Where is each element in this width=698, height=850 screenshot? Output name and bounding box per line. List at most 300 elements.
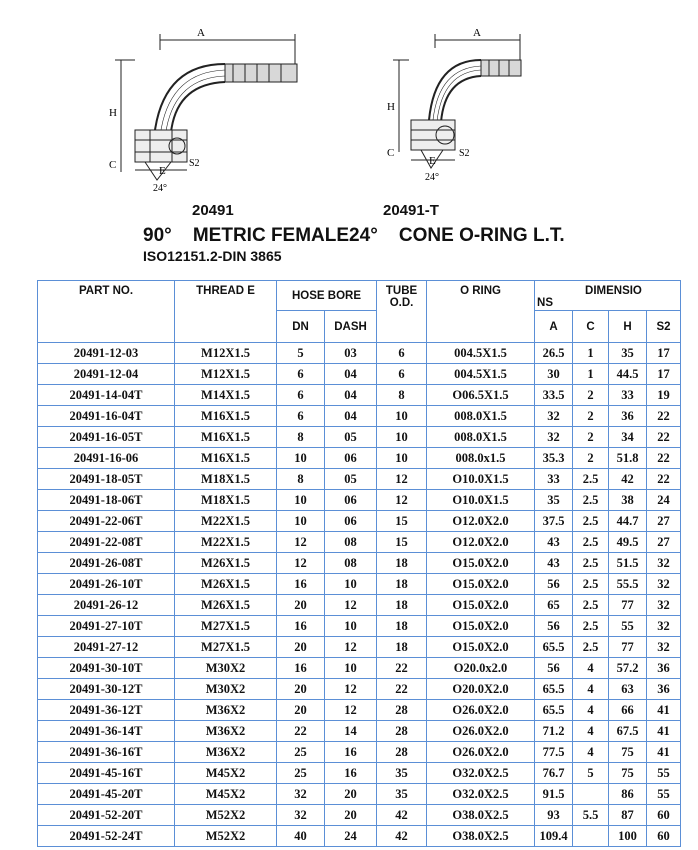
cell-dim-a: 65.5	[535, 679, 573, 700]
cell-dim-h: 87	[609, 805, 647, 826]
cell-dash: 20	[325, 805, 377, 826]
cell-dn: 16	[277, 574, 325, 595]
cell-dim-a: 71.2	[535, 721, 573, 742]
cell-dn: 25	[277, 763, 325, 784]
cell-dim-h: 44.7	[609, 511, 647, 532]
cell-dash: 10	[325, 574, 377, 595]
cell-dim-c: 5	[573, 763, 609, 784]
dim-label-s2: S2	[189, 158, 200, 169]
cell-dn: 6	[277, 406, 325, 427]
cell-dash: 05	[325, 427, 377, 448]
cell-dim-c: 2	[573, 385, 609, 406]
cell-dash: 24	[325, 826, 377, 847]
cell-dn: 40	[277, 826, 325, 847]
cell-dim-s2: 22	[647, 427, 681, 448]
cell-dn: 16	[277, 658, 325, 679]
cell-o-ring: 008.0X1.5	[427, 427, 535, 448]
header-h: H	[609, 311, 647, 343]
cell-dn: 20	[277, 679, 325, 700]
fitting-drawing-right	[385, 20, 555, 185]
cell-tube-od: 15	[377, 532, 427, 553]
dim-label-e: E	[429, 155, 436, 167]
cell-dim-c: 1	[573, 343, 609, 364]
cell-o-ring: O15.0X2.0	[427, 595, 535, 616]
cell-o-ring: 004.5X1.5	[427, 364, 535, 385]
cell-dim-c: 2.5	[573, 469, 609, 490]
cell-o-ring: 008.0X1.5	[427, 406, 535, 427]
table-row	[38, 511, 681, 532]
dim-label-angle: 24°	[153, 183, 167, 194]
header-c: C	[573, 311, 609, 343]
standard-reference: ISO12151.2-DIN 3865	[143, 248, 282, 264]
cell-dim-h: 33	[609, 385, 647, 406]
cell-thread: M12X1.5	[175, 343, 277, 364]
cell-dim-h: 57.2	[609, 658, 647, 679]
cell-dim-s2: 41	[647, 742, 681, 763]
cell-dim-a: 65	[535, 595, 573, 616]
header-dash: DASH	[325, 311, 377, 343]
cell-dim-s2: 32	[647, 616, 681, 637]
table-row	[38, 763, 681, 784]
cell-dim-s2: 27	[647, 511, 681, 532]
cell-dim-s2: 27	[647, 532, 681, 553]
cell-part-no: 20491-30-12T	[38, 679, 175, 700]
cell-dim-a: 32	[535, 406, 573, 427]
cell-o-ring: O38.0X2.5	[427, 826, 535, 847]
cell-thread: M12X1.5	[175, 364, 277, 385]
cell-part-no: 20491-27-10T	[38, 616, 175, 637]
cell-dim-a: 35.3	[535, 448, 573, 469]
cell-dim-c: 2	[573, 406, 609, 427]
table-row	[38, 616, 681, 637]
cell-tube-od: 12	[377, 469, 427, 490]
cell-dim-c: 2.5	[573, 511, 609, 532]
cell-dim-s2: 32	[647, 574, 681, 595]
header-thread: THREAD E	[175, 281, 277, 343]
cell-dim-h: 34	[609, 427, 647, 448]
table-row	[38, 532, 681, 553]
spec-table-body	[38, 343, 681, 847]
cell-o-ring: O20.0X2.0	[427, 679, 535, 700]
cell-part-no: 20491-36-16T	[38, 742, 175, 763]
cell-dash: 16	[325, 763, 377, 784]
cell-tube-od: 6	[377, 343, 427, 364]
cell-o-ring: O12.0X2.0	[427, 532, 535, 553]
cell-dim-h: 51.8	[609, 448, 647, 469]
cell-dim-h: 55.5	[609, 574, 647, 595]
table-row	[38, 721, 681, 742]
fitting-drawing-left	[105, 20, 315, 195]
cell-o-ring: O10.0X1.5	[427, 490, 535, 511]
cell-dim-a: 26.5	[535, 343, 573, 364]
cell-dim-a: 33.5	[535, 385, 573, 406]
cell-tube-od: 35	[377, 763, 427, 784]
cell-thread: M27X1.5	[175, 616, 277, 637]
cell-thread: M36X2	[175, 742, 277, 763]
cell-dash: 10	[325, 616, 377, 637]
cell-dim-h: 75	[609, 763, 647, 784]
cell-dim-a: 65.5	[535, 637, 573, 658]
cell-thread: M27X1.5	[175, 637, 277, 658]
cell-dn: 32	[277, 784, 325, 805]
cell-dn: 22	[277, 721, 325, 742]
cell-dash: 08	[325, 532, 377, 553]
header-a: A	[535, 311, 573, 343]
cell-dash: 12	[325, 595, 377, 616]
cell-dash: 05	[325, 469, 377, 490]
cell-o-ring: O26.0X2.0	[427, 721, 535, 742]
cell-thread: M52X2	[175, 805, 277, 826]
cell-dash: 16	[325, 742, 377, 763]
cell-dim-s2: 32	[647, 553, 681, 574]
cell-thread: M16X1.5	[175, 406, 277, 427]
cell-dash: 06	[325, 511, 377, 532]
cell-dim-c: 4	[573, 679, 609, 700]
cell-dn: 5	[277, 343, 325, 364]
table-row	[38, 742, 681, 763]
cell-part-no: 20491-45-20T	[38, 784, 175, 805]
cell-dim-a: 30	[535, 364, 573, 385]
cell-dash: 12	[325, 637, 377, 658]
cell-part-no: 20491-16-06	[38, 448, 175, 469]
cell-tube-od: 18	[377, 574, 427, 595]
cell-dim-a: 109.4	[535, 826, 573, 847]
cell-dn: 8	[277, 469, 325, 490]
cell-dim-s2: 55	[647, 763, 681, 784]
cell-thread: M18X1.5	[175, 469, 277, 490]
cell-dim-h: 55	[609, 616, 647, 637]
cell-dim-a: 37.5	[535, 511, 573, 532]
cell-dim-s2: 32	[647, 637, 681, 658]
cell-dim-h: 75	[609, 742, 647, 763]
cell-dash: 03	[325, 343, 377, 364]
cell-dim-h: 67.5	[609, 721, 647, 742]
cell-dash: 12	[325, 679, 377, 700]
cell-dim-h: 100	[609, 826, 647, 847]
cell-o-ring: O15.0X2.0	[427, 637, 535, 658]
cell-part-no: 20491-52-24T	[38, 826, 175, 847]
dim-label-s2: S2	[459, 148, 470, 159]
table-row	[38, 448, 681, 469]
cell-dn: 10	[277, 511, 325, 532]
cell-part-no: 20491-36-14T	[38, 721, 175, 742]
cell-dash: 10	[325, 658, 377, 679]
header-tube-od	[377, 281, 427, 343]
cell-part-no: 20491-18-06T	[38, 490, 175, 511]
cell-thread: M36X2	[175, 700, 277, 721]
cell-dim-a: 43	[535, 553, 573, 574]
cell-thread: M45X2	[175, 784, 277, 805]
cell-dim-c: 2.5	[573, 637, 609, 658]
cell-dim-s2: 22	[647, 406, 681, 427]
cell-dim-s2: 17	[647, 364, 681, 385]
cell-thread: M26X1.5	[175, 595, 277, 616]
cell-dim-h: 49.5	[609, 532, 647, 553]
cell-tube-od: 10	[377, 448, 427, 469]
cell-dn: 12	[277, 553, 325, 574]
cell-dim-a: 65.5	[535, 700, 573, 721]
cell-tube-od: 35	[377, 784, 427, 805]
cell-dim-c: 2.5	[573, 532, 609, 553]
cell-dim-h: 86	[609, 784, 647, 805]
cell-o-ring: O32.0X2.5	[427, 763, 535, 784]
cell-tube-od: 10	[377, 427, 427, 448]
cell-dn: 20	[277, 637, 325, 658]
header-od: O.D.	[389, 297, 414, 309]
cell-dim-c: 2.5	[573, 574, 609, 595]
cell-dash: 12	[325, 700, 377, 721]
header-dimensions-ns: NS	[537, 297, 553, 309]
cell-part-no: 20491-14-04T	[38, 385, 175, 406]
cell-dim-a: 77.5	[535, 742, 573, 763]
cell-dim-h: 77	[609, 637, 647, 658]
cell-dn: 8	[277, 427, 325, 448]
cell-thread: M30X2	[175, 658, 277, 679]
cell-thread: M22X1.5	[175, 511, 277, 532]
cell-o-ring: O12.0X2.0	[427, 511, 535, 532]
spec-table	[37, 280, 681, 847]
cell-part-no: 20491-12-03	[38, 343, 175, 364]
cell-thread: M45X2	[175, 763, 277, 784]
cell-dim-s2: 22	[647, 469, 681, 490]
table-row	[38, 427, 681, 448]
table-row	[38, 679, 681, 700]
cell-part-no: 20491-26-12	[38, 595, 175, 616]
table-row	[38, 595, 681, 616]
cell-thread: M16X1.5	[175, 427, 277, 448]
cell-tube-od: 18	[377, 637, 427, 658]
cell-dim-h: 42	[609, 469, 647, 490]
cell-dim-h: 35	[609, 343, 647, 364]
cell-dim-a: 43	[535, 532, 573, 553]
cell-thread: M52X2	[175, 826, 277, 847]
header-tube: TUBE	[385, 285, 418, 297]
cell-part-no: 20491-30-10T	[38, 658, 175, 679]
cell-tube-od: 22	[377, 679, 427, 700]
cell-dim-c: 2.5	[573, 616, 609, 637]
cell-dn: 10	[277, 490, 325, 511]
cell-dim-a: 33	[535, 469, 573, 490]
cell-part-no: 20491-16-04T	[38, 406, 175, 427]
cell-dim-c: 1	[573, 364, 609, 385]
cell-dim-a: 76.7	[535, 763, 573, 784]
cell-o-ring: 008.0x1.5	[427, 448, 535, 469]
table-row	[38, 385, 681, 406]
cell-dim-a: 32	[535, 427, 573, 448]
header-s2: S2	[647, 311, 681, 343]
cell-dash: 14	[325, 721, 377, 742]
dim-label-h: H	[387, 101, 395, 113]
cell-dim-s2: 60	[647, 805, 681, 826]
cell-tube-od: 18	[377, 616, 427, 637]
cell-dim-c: 2.5	[573, 595, 609, 616]
cell-dim-a: 56	[535, 658, 573, 679]
table-row	[38, 826, 681, 847]
cell-dash: 06	[325, 490, 377, 511]
cell-tube-od: 28	[377, 700, 427, 721]
cell-part-no: 20491-36-12T	[38, 700, 175, 721]
cell-dim-h: 77	[609, 595, 647, 616]
cell-dim-s2: 41	[647, 700, 681, 721]
table-row	[38, 784, 681, 805]
cell-dash: 20	[325, 784, 377, 805]
cell-dim-c: 2.5	[573, 490, 609, 511]
cell-dn: 25	[277, 742, 325, 763]
table-row	[38, 490, 681, 511]
table-row	[38, 574, 681, 595]
cell-dim-h: 44.5	[609, 364, 647, 385]
cell-dim-c: 4	[573, 721, 609, 742]
cell-dash: 04	[325, 385, 377, 406]
cell-dim-c	[573, 784, 609, 805]
cell-o-ring: O10.0X1.5	[427, 469, 535, 490]
header-hose-bore: HOSE BORE	[277, 281, 377, 311]
dim-label-angle: 24°	[425, 172, 439, 183]
cell-dash: 04	[325, 406, 377, 427]
cell-dn: 6	[277, 364, 325, 385]
cell-part-no: 20491-16-05T	[38, 427, 175, 448]
cell-part-no: 20491-12-04	[38, 364, 175, 385]
part-code-right: 20491-T	[383, 202, 439, 219]
cell-dn: 32	[277, 805, 325, 826]
cell-tube-od: 18	[377, 553, 427, 574]
cell-thread: M36X2	[175, 721, 277, 742]
dim-label-h: H	[109, 107, 117, 119]
cell-dim-a: 56	[535, 616, 573, 637]
cell-o-ring: O32.0X2.5	[427, 784, 535, 805]
cell-dim-h: 36	[609, 406, 647, 427]
cell-dash: 06	[325, 448, 377, 469]
cell-part-no: 20491-22-08T	[38, 532, 175, 553]
cell-o-ring: O15.0X2.0	[427, 574, 535, 595]
cell-dim-a: 93	[535, 805, 573, 826]
cell-dn: 20	[277, 595, 325, 616]
header-dimensions-label: DIMENSIO	[585, 285, 642, 297]
cell-dim-s2: 24	[647, 490, 681, 511]
table-row	[38, 700, 681, 721]
cell-tube-od: 42	[377, 826, 427, 847]
part-code-left: 20491	[192, 202, 234, 219]
cell-dim-c: 4	[573, 742, 609, 763]
dim-label-c: C	[109, 159, 117, 171]
cell-dim-s2: 36	[647, 658, 681, 679]
cell-part-no: 20491-22-06T	[38, 511, 175, 532]
header-dimensions	[535, 281, 681, 311]
table-row	[38, 469, 681, 490]
page-title: 90° METRIC FEMALE24° CONE O-RING L.T.	[143, 225, 565, 246]
cell-dim-h: 51.5	[609, 553, 647, 574]
cell-o-ring: 004.5X1.5	[427, 343, 535, 364]
cell-dim-c: 2	[573, 448, 609, 469]
cell-dn: 20	[277, 700, 325, 721]
header-dn: DN	[277, 311, 325, 343]
cell-dim-c: 2	[573, 427, 609, 448]
cell-tube-od: 6	[377, 364, 427, 385]
cell-dim-c: 4	[573, 658, 609, 679]
cell-o-ring: O26.0X2.0	[427, 742, 535, 763]
cell-thread: M30X2	[175, 679, 277, 700]
cell-dim-h: 66	[609, 700, 647, 721]
cell-part-no: 20491-26-08T	[38, 553, 175, 574]
cell-dim-s2: 41	[647, 721, 681, 742]
cell-thread: M26X1.5	[175, 574, 277, 595]
cell-dim-s2: 22	[647, 448, 681, 469]
cell-dim-s2: 36	[647, 679, 681, 700]
cell-dn: 10	[277, 448, 325, 469]
cell-thread: M22X1.5	[175, 532, 277, 553]
cell-dim-s2: 55	[647, 784, 681, 805]
cell-o-ring: O06.5X1.5	[427, 385, 535, 406]
cell-dn: 6	[277, 385, 325, 406]
header-part-no: PART NO.	[38, 281, 175, 343]
table-row	[38, 343, 681, 364]
cell-tube-od: 15	[377, 511, 427, 532]
cell-tube-od: 22	[377, 658, 427, 679]
cell-tube-od: 28	[377, 742, 427, 763]
cell-o-ring: O26.0X2.0	[427, 700, 535, 721]
cell-o-ring: O15.0X2.0	[427, 616, 535, 637]
dim-label-a: A	[473, 27, 481, 39]
cell-thread: M14X1.5	[175, 385, 277, 406]
table-row	[38, 406, 681, 427]
cell-dim-h: 38	[609, 490, 647, 511]
cell-tube-od: 8	[377, 385, 427, 406]
cell-dim-s2: 60	[647, 826, 681, 847]
dim-label-e: E	[159, 165, 166, 177]
cell-part-no: 20491-45-16T	[38, 763, 175, 784]
dim-label-c: C	[387, 147, 395, 159]
cell-dim-a: 56	[535, 574, 573, 595]
cell-dn: 16	[277, 616, 325, 637]
cell-o-ring: O38.0X2.5	[427, 805, 535, 826]
cell-dash: 08	[325, 553, 377, 574]
cell-thread: M26X1.5	[175, 553, 277, 574]
cell-tube-od: 18	[377, 595, 427, 616]
header-o-ring: O RING	[427, 281, 535, 343]
cell-dim-a: 91.5	[535, 784, 573, 805]
table-row	[38, 805, 681, 826]
cell-dim-s2: 17	[647, 343, 681, 364]
cell-dash: 04	[325, 364, 377, 385]
cell-dim-s2: 32	[647, 595, 681, 616]
cell-dim-c: 4	[573, 700, 609, 721]
cell-part-no: 20491-26-10T	[38, 574, 175, 595]
dim-label-a: A	[197, 27, 205, 39]
cell-tube-od: 42	[377, 805, 427, 826]
cell-tube-od: 10	[377, 406, 427, 427]
cell-dim-c	[573, 826, 609, 847]
cell-o-ring: O15.0X2.0	[427, 553, 535, 574]
table-row	[38, 364, 681, 385]
cell-tube-od: 28	[377, 721, 427, 742]
cell-part-no: 20491-52-20T	[38, 805, 175, 826]
cell-thread: M16X1.5	[175, 448, 277, 469]
table-row	[38, 553, 681, 574]
cell-o-ring: O20.0x2.0	[427, 658, 535, 679]
cell-dim-c: 5.5	[573, 805, 609, 826]
table-row	[38, 658, 681, 679]
cell-dim-h: 63	[609, 679, 647, 700]
cell-part-no: 20491-18-05T	[38, 469, 175, 490]
cell-dim-s2: 19	[647, 385, 681, 406]
cell-part-no: 20491-27-12	[38, 637, 175, 658]
cell-thread: M18X1.5	[175, 490, 277, 511]
cell-dim-c: 2.5	[573, 553, 609, 574]
cell-dn: 12	[277, 532, 325, 553]
table-row	[38, 637, 681, 658]
cell-tube-od: 12	[377, 490, 427, 511]
cell-dim-a: 35	[535, 490, 573, 511]
